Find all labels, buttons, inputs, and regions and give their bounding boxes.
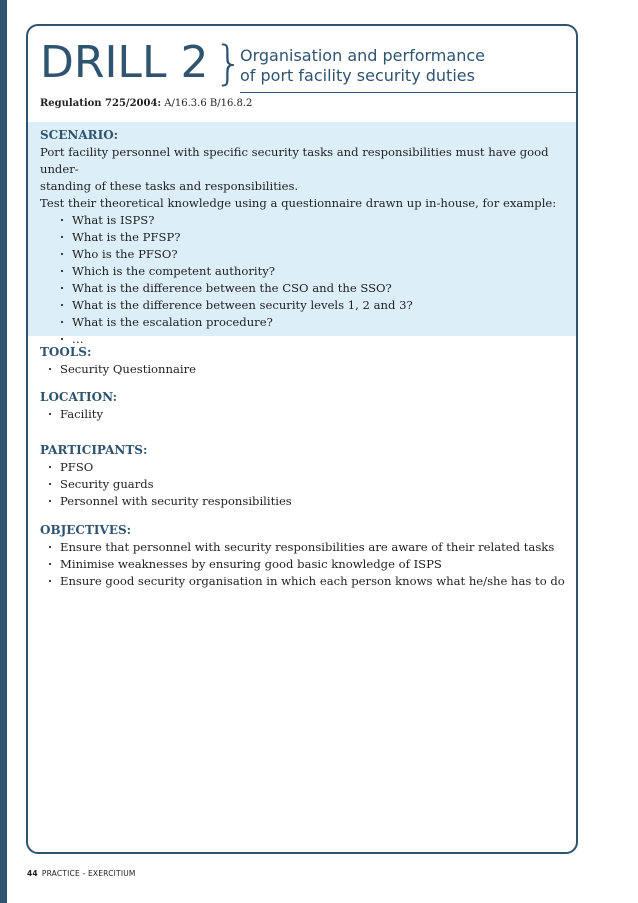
scenario-title: SCENARIO: <box>40 128 119 142</box>
regulation-label: Regulation 725/2004: <box>40 98 162 109</box>
list-item: · Security Questionnaire <box>48 361 570 378</box>
regulation-value: A/16.3.6 B/16.8.2 <box>161 98 253 109</box>
scenario-text-1: Port facility personnel with specific security tasks and responsibilities must have good under- <box>40 145 549 176</box>
list-item: · Minimise weaknesses by ensuring good basic knowledge of ISPS <box>48 556 570 573</box>
list-item: · Ensure that personnel with security responsibilities are aware of their related tasks <box>48 539 570 556</box>
regulation-reference <box>40 98 252 109</box>
location-section <box>40 389 570 423</box>
scenario-section <box>28 122 578 346</box>
location-list <box>40 406 570 423</box>
list-item: · Which is the competent authority? <box>60 263 568 280</box>
location-title: LOCATION: <box>40 390 118 404</box>
brace-divider: } <box>214 36 244 90</box>
side-bar <box>0 0 7 903</box>
tools-list <box>40 361 570 378</box>
drill-title: DRILL 2 <box>40 37 209 88</box>
participants-list <box>40 459 570 510</box>
scenario-text-2: standing of these tasks and responsibilities. <box>40 179 299 193</box>
objectives-section <box>40 522 570 590</box>
list-item: · What is the difference between security levels 1, 2 and 3? <box>60 297 568 314</box>
list-item: · Security guards <box>48 476 570 493</box>
list-item: · What is the escalation procedure? <box>60 314 568 331</box>
subtitle-line-1: Organisation and performance <box>240 46 485 65</box>
page-footer <box>27 869 136 878</box>
drill-header <box>28 26 576 109</box>
participants-section <box>40 442 570 510</box>
drill-subtitle <box>240 46 574 86</box>
participants-title: PARTICIPANTS: <box>40 443 148 457</box>
list-item: · Personnel with security responsibilities <box>48 493 570 510</box>
list-item: · Facility <box>48 406 570 423</box>
tools-title: TOOLS: <box>40 345 92 359</box>
list-item: · Ensure good security organisation in which each person knows what he/she has to do <box>48 573 570 590</box>
list-item: · What is the difference between the CSO and the SSO? <box>60 280 568 297</box>
list-item: · PFSO <box>48 459 570 476</box>
objectives-list <box>40 539 570 590</box>
page-number: 44 <box>27 869 38 878</box>
scenario-question-list <box>40 212 568 348</box>
drill-frame <box>26 24 578 854</box>
tools-section <box>40 344 570 378</box>
subtitle-line-2: of port facility security duties <box>240 66 475 85</box>
objectives-title: OBJECTIVES: <box>40 523 132 537</box>
list-item: · What is the PFSP? <box>60 229 568 246</box>
list-item: · Who is the PFSO? <box>60 246 568 263</box>
list-item: · What is ISPS? <box>60 212 568 229</box>
list-item: · … <box>60 331 568 348</box>
header-rule <box>240 92 576 93</box>
scenario-text-3: Test their theoretical knowledge using a questionnaire drawn up in-house, for example: <box>40 196 557 210</box>
footer-text: PRACTICE - EXERCITIUM <box>41 869 136 878</box>
